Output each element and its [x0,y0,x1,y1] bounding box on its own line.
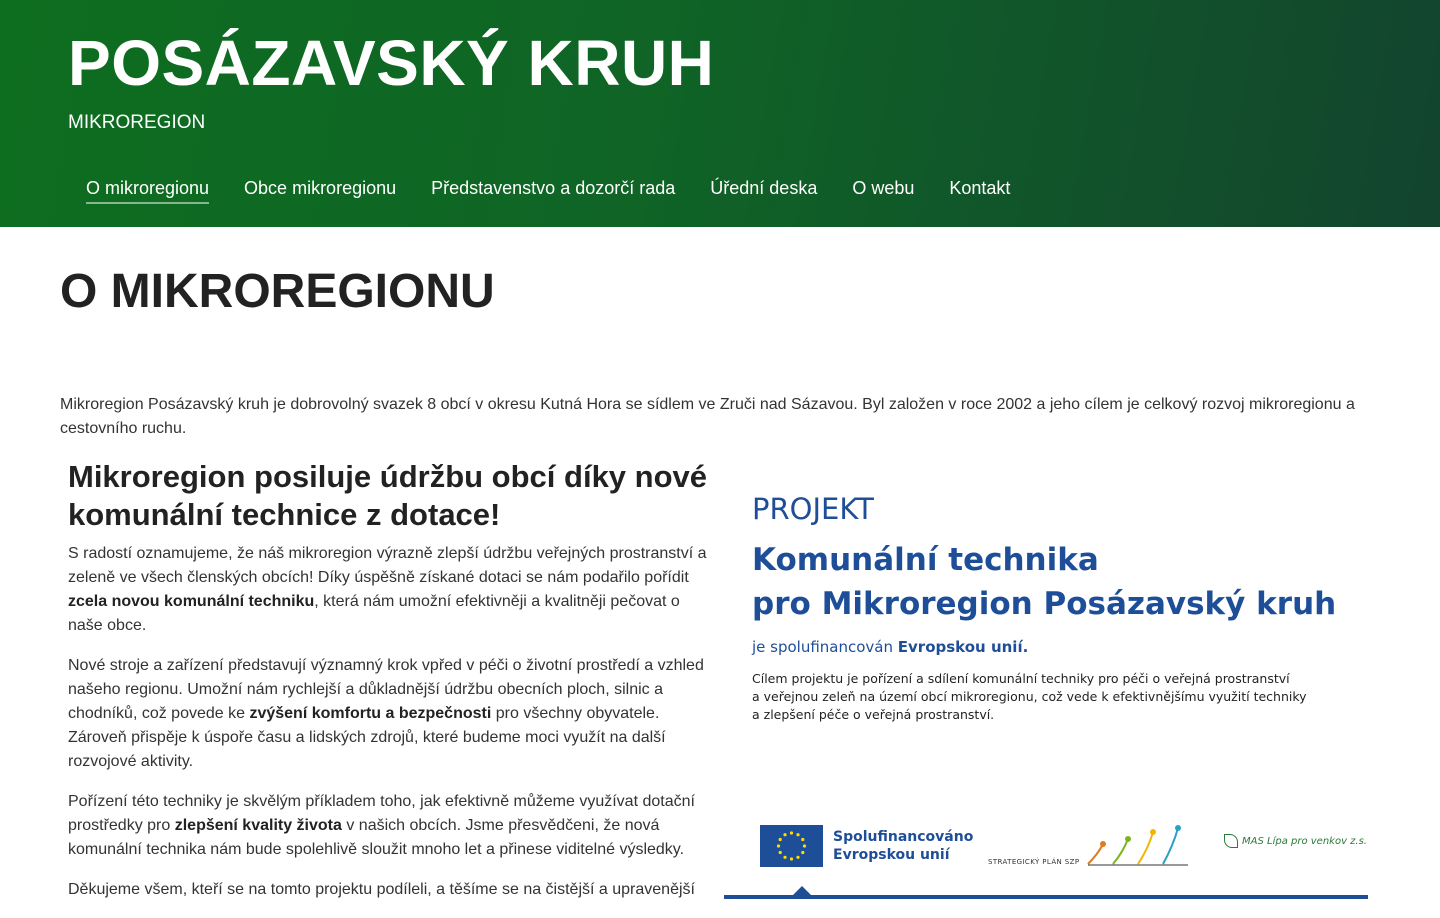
article-heading: Mikroregion posiluje údržbu obcí díky nové komunální technice z dotace! [68,459,708,532]
main-nav [68,178,1027,204]
nav-item-predstavenstvo[interactable]: Představenstvo a dozorčí rada [431,178,676,198]
nav-item-o-webu[interactable]: O webu [852,178,915,198]
poster-description: Cílem projektu je pořízení a sdílení komunální techniky pro péči o veřejná prostranství a veřejnou zeleň na území obcí mikroregionu, což vede k efektivnějšímu využití techniky a zlepšení péče o veřejná prostranství. [752,671,1307,722]
site-header [0,0,1440,227]
poster-divider [724,895,1368,899]
nav-item-uredni-deska[interactable]: Úřední deska [710,178,818,198]
article-paragraph: Pořízení této techniky je skvělým příkladem toho, jak efektivně můžeme využívat dotační prostředky pro zlepšení kvality života v našich obcích. Jsme přesvědčeni, že nová komunální technika nám bude spolehlivě sloužit mnoho let a přinese viditelné výsledky. [68,793,695,858]
article-paragraph: Nové stroje a zařízení představují významný krok vpřed v péči o životní prostředí a vzhled našeho regionu. Umožní nám rychlejší a důkladnější údržbu obecních ploch, silnic a chodníků, což povede ke zvýšení komfortu a bezpečnosti pro všechny obyvatele. Zároveň přispěje k úspoře času a lidských zdrojů, které budeme moci využít na další rozvojové aktivity. [68,657,704,770]
eu-logo-text: Spolufinancováno Evropskou unií [833,829,974,863]
intro-text: Mikroregion Posázavský kruh je dobrovolný svazek 8 obcí v okresu Kutná Hora se sídlem ve Zruči nad Sázavou. Byl založen v roce 2002 a jeho cílem je celkový rozvoj mikroregionu a cestovního ruchu. [60,396,1355,437]
szp-logo-text: STRATEGICKÝ PLÁN SZP [988,858,1080,866]
project-poster [724,470,1368,900]
article-paragraph: Děkujeme všem, kteří se na tomto projektu podíleli, a těšíme se na čistější a upravenější [68,881,695,898]
eu-flag-icon [760,825,823,867]
nav-item-kontakt[interactable]: Kontakt [949,178,1011,198]
mas-logo [1224,834,1367,848]
mas-logo-text: MAS Lípa pro venkov z.s. [1242,835,1367,847]
article-paragraph: S radostí oznamujeme, že náš mikroregion výrazně zlepší údržbu veřejných prostranství a zeleně ve všech členských obcích! Díky úspěšně získané dotaci se nám podařilo pořídit zcela novou komunální techniku, která nám umožní efektivněji a kvalitněji pečovat o naše obce. [68,545,707,634]
page-title: O MIKROREGIONU [60,265,495,318]
poster-title: Komunální technika pro Mikroregion Posázavský kruh [752,542,1337,622]
eu-logo [760,825,973,867]
site-subtitle: MIKROREGION [68,112,206,133]
news-article [68,458,713,918]
poster-cofinancing: je spolufinancován Evropskou unií. [752,638,1029,656]
szp-logo [988,824,1188,870]
poster-label: PROJEKT [752,492,874,526]
leaf-icon [1224,834,1238,848]
site-title[interactable]: POSÁZAVSKÝ KRUH [68,27,715,99]
nav-item-o-mikroregionu[interactable]: O mikroregionu [86,178,209,204]
nav-item-obce-mikroregionu[interactable]: Obce mikroregionu [244,178,397,198]
